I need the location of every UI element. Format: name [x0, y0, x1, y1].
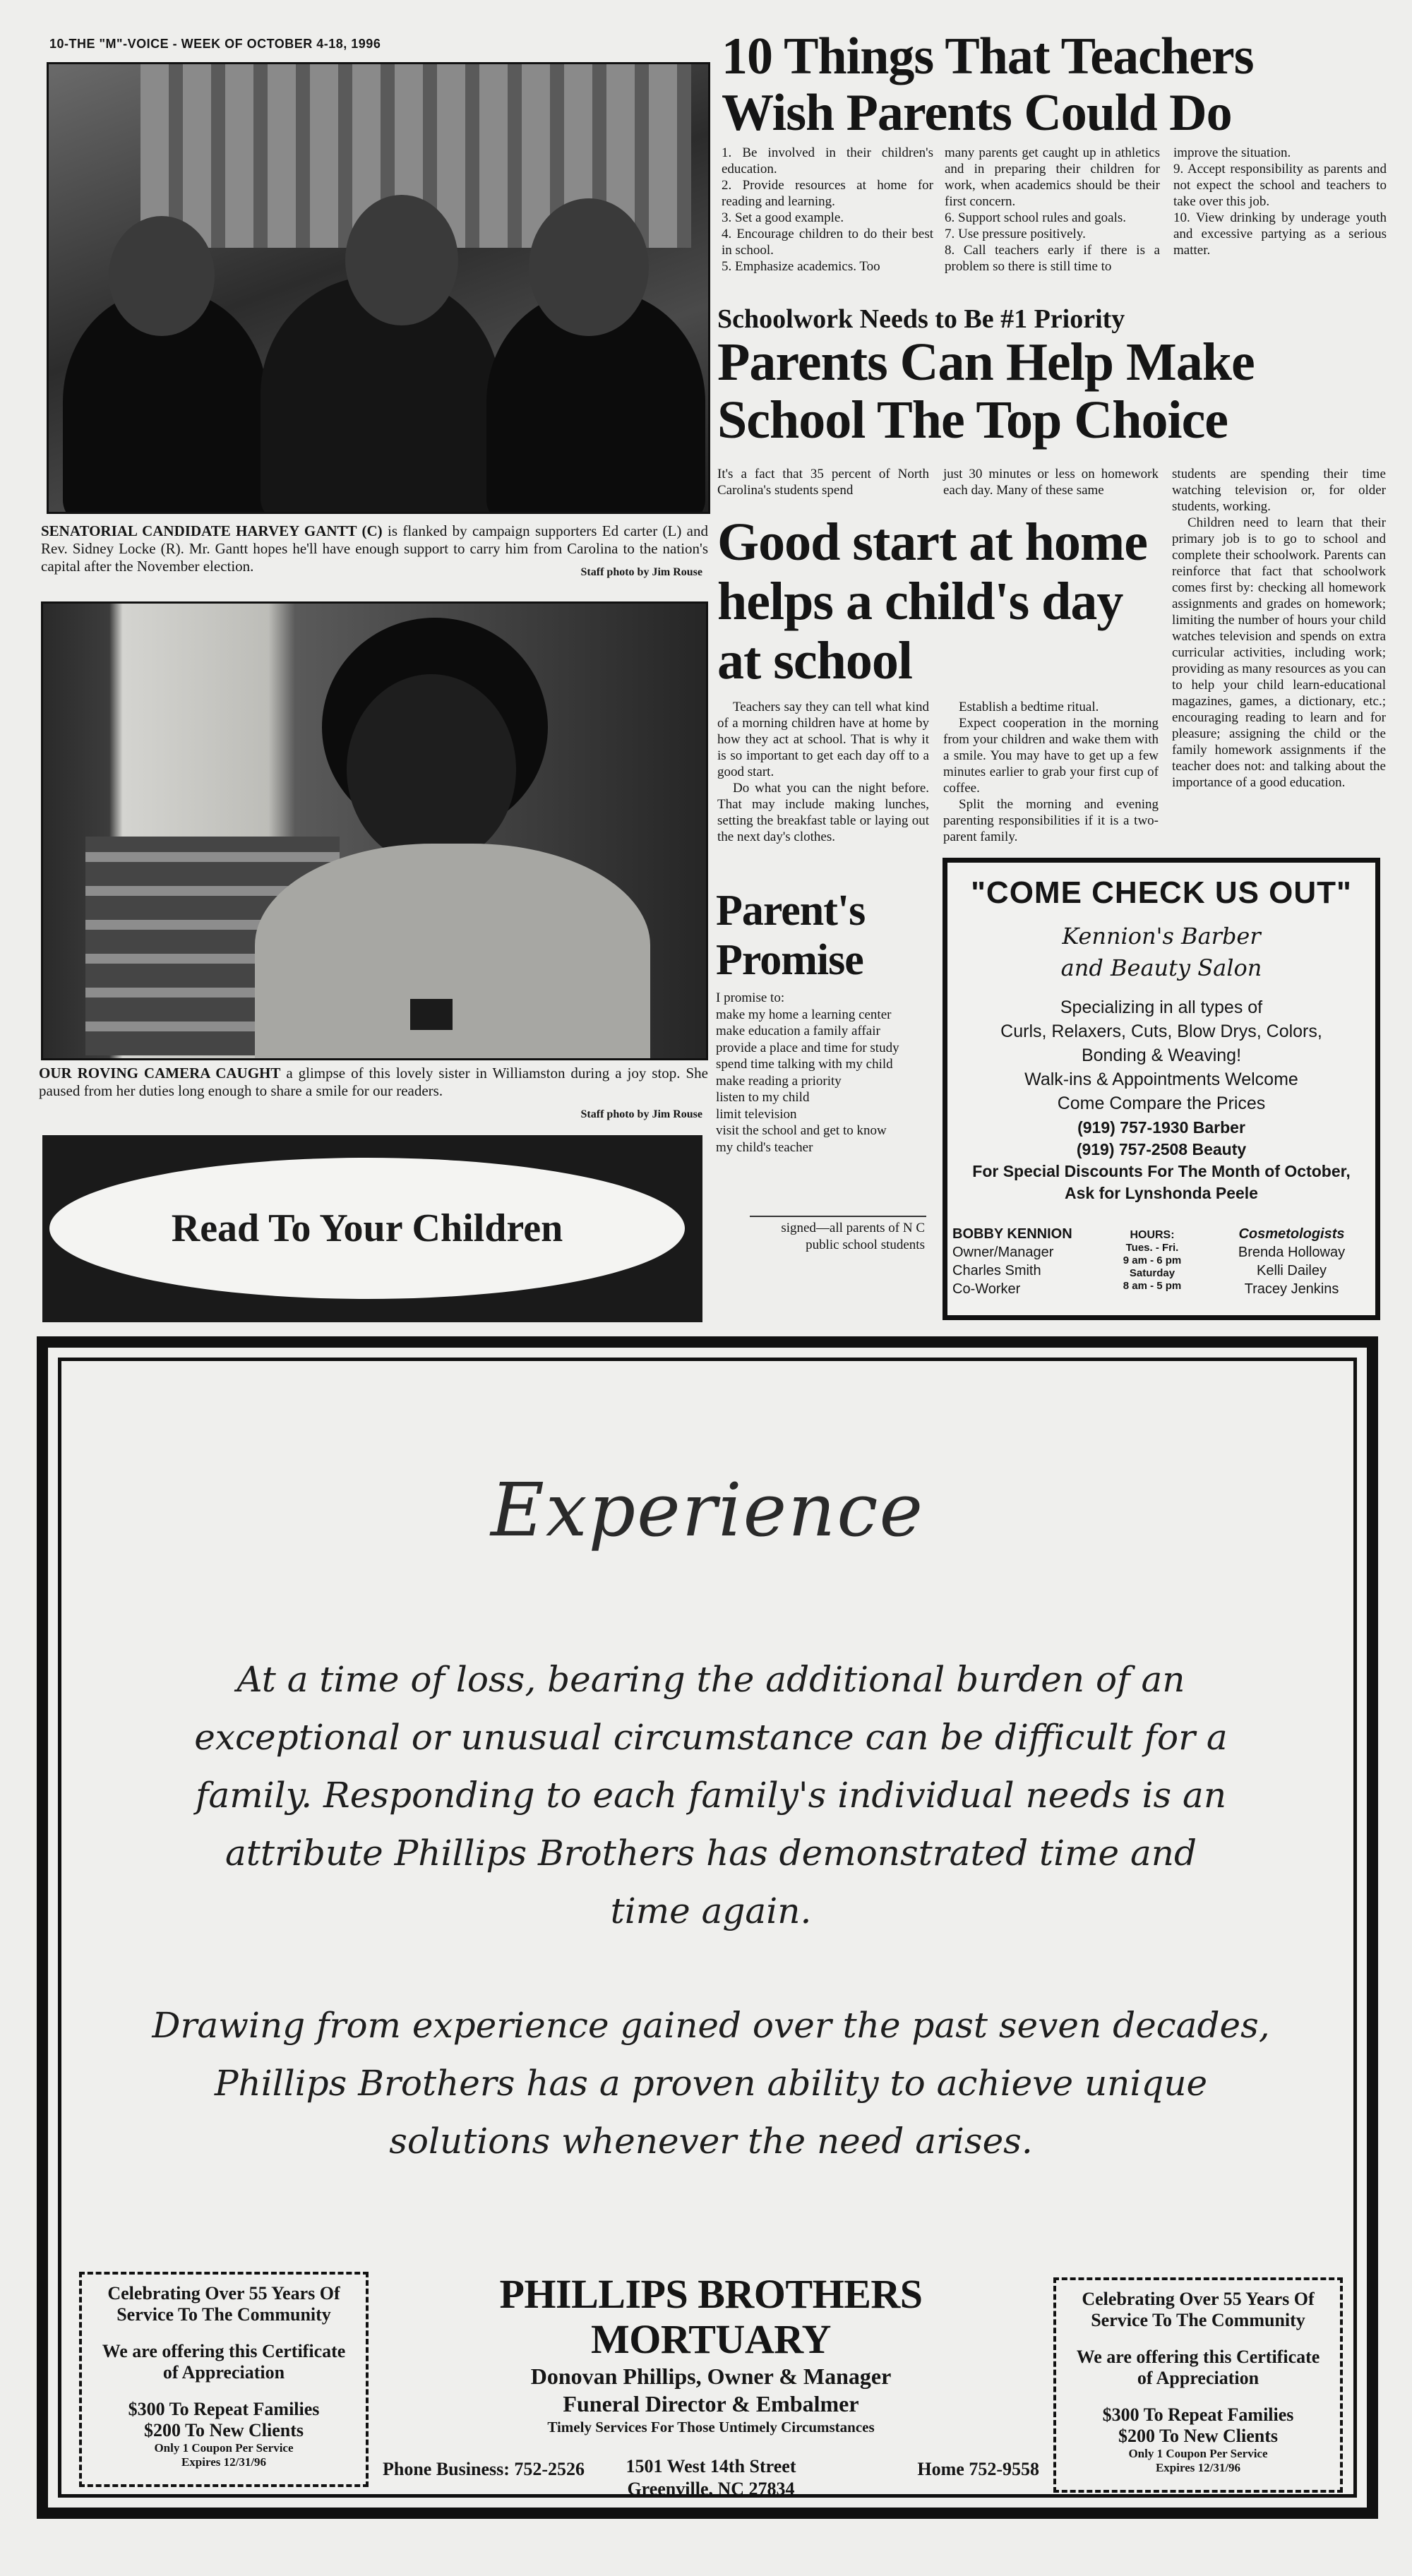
coupon-line: Service To The Community [1091, 2310, 1305, 2330]
mortuary-ad-outer [37, 1336, 1378, 2519]
salon-cosmo-name: Brenda Holloway [1238, 1245, 1346, 1260]
salon-services [947, 995, 1375, 1115]
salon-phone-beauty: (919) 757-2508 Beauty [1076, 1140, 1247, 1158]
salon-headline: "COME CHECK US OUT" [971, 875, 1352, 910]
salon-discount-line1: For Special Discounts For The Month of October, [972, 1162, 1351, 1180]
promise-list [716, 990, 949, 1156]
coupon-right[interactable] [1053, 2277, 1343, 2493]
good-start-para: Teachers say they can tell what kind of a morning children have at home by how they act at school. That is why it is so important to get each day off to a good start. [717, 700, 929, 779]
ten-things-item: improve the situation. [1173, 145, 1291, 160]
salon-cosmo-name: Tracey Jenkins [1244, 1281, 1339, 1297]
salon-service-line: Bonding & Weaving! [1081, 1046, 1242, 1065]
salon-hours-line: Tues. - Fri. [1125, 1242, 1179, 1254]
coupon-line: Service To The Community [116, 2304, 331, 2325]
salon-service-line: Specializing in all types of [1060, 998, 1263, 1017]
good-start-title-line2: helps a child's day [717, 572, 1123, 631]
person-right-head [529, 198, 649, 336]
coupon-line: Expires 12/31/96 [1155, 2461, 1241, 2474]
ten-things-item: 8. Call teachers early if there is a problem so there is still time to [945, 243, 1160, 274]
ten-things-item: 4. Encourage children to do their best in school. [722, 227, 933, 258]
promise-line: listen to my child [716, 1090, 810, 1105]
mortuary-tagline: Timely Services For Those Untimely Circumstances [547, 2419, 875, 2436]
good-start-title-line1: Good start at home [717, 513, 1147, 572]
mortuary-para1-line: exceptional or unusual circumstance can be difficult for a [194, 1717, 1228, 1758]
mortuary-para1-line: attribute Phillips Brothers has demonstrated time and [225, 1833, 1197, 1874]
ten-things-col3 [1173, 145, 1387, 258]
ten-things-item: 3. Set a good example. [722, 210, 844, 225]
photo2-credit: Staff photo by Jim Rouse [580, 1108, 702, 1120]
ten-things-item: many parents get caught up in athletics and in preparing their children for work, when academics should be their first concern. [945, 145, 1160, 209]
salon-hours [1103, 1229, 1202, 1293]
mortuary-phone-business: Phone Business: 752-2526 [383, 2459, 585, 2479]
photo2-caption [39, 1065, 708, 1100]
salon-name-line2: and Beauty Salon [1060, 954, 1262, 981]
salon-cosmo-title: Cosmetologists [1238, 1226, 1345, 1242]
ten-things-item: 5. Emphasize academics. Too [722, 259, 880, 274]
mortuary-ad-inner [58, 1358, 1357, 2498]
salon-hours-line: Saturday [1129, 1267, 1175, 1279]
mortuary-para2-line: Drawing from experience gained over the past seven decades, [152, 2005, 1270, 2046]
salon-hours-line: 8 am - 5 pm [1123, 1280, 1182, 1292]
promise-line: provide a place and time for study [716, 1040, 899, 1055]
good-start-para: Split the morning and evening parenting responsibilities if it is a two-parent family. [943, 797, 1159, 844]
schoolwork-kicker: Schoolwork Needs to Be #1 Priority [717, 304, 1125, 334]
salon-owner-block [952, 1225, 1101, 1298]
mortuary-name: PHILLIPS BROTHERS MORTUARY [499, 2271, 923, 2362]
page-folio: 10-THE "M"-VOICE - WEEK OF OCTOBER 4-18, 1996 [49, 37, 381, 51]
promise-signed [727, 1220, 925, 1254]
read-banner-text: Read To Your Children [171, 1206, 563, 1250]
photo1-credit: Staff photo by Jim Rouse [580, 566, 702, 578]
woman-button [410, 999, 453, 1030]
salon-phones [947, 1117, 1375, 1204]
person-left-head [109, 216, 215, 336]
mortuary-role: Funeral Director & Embalmer [563, 2391, 859, 2416]
schoolwork-title-line1: Parents Can Help Make [717, 333, 1255, 392]
mortuary-para2 [118, 1996, 1304, 2170]
promise-line: make my home a learning center [716, 1007, 892, 1022]
coupon-line: Only 1 Coupon Per Service [154, 2441, 294, 2455]
ten-things-item: 10. View drinking by underage youth and excessive partying as a serious matter. [1173, 210, 1387, 258]
photo1-caption-bold: SENATORIAL CANDIDATE HARVEY GANTT (C) [41, 522, 383, 539]
ten-things-title [722, 28, 1399, 141]
promise-signed-line1: signed—all parents of N C [781, 1221, 925, 1235]
woman-face [347, 674, 516, 865]
promise-signed-line2: public school students [806, 1238, 925, 1252]
mortuary-phone-home: Home 752-9558 [917, 2459, 1039, 2479]
mortuary-para1-line: family. Responding to each family's individual needs is an [195, 1775, 1227, 1816]
mortuary-para1 [118, 1651, 1304, 1940]
coupon-line: $300 To Repeat Families [1102, 2404, 1294, 2425]
promise-line: make reading a priority [716, 1073, 842, 1089]
salon-cosmo-block [1212, 1225, 1371, 1298]
promise-line: make education a family affair [716, 1024, 880, 1038]
photo2-caption-text: a glimpse of this lovely sister in Williamston during a joy stop. She paused from her duties long enough to share a smile for our readers. [39, 1065, 708, 1099]
read-banner [42, 1135, 702, 1322]
coupon-line: of Appreciation [1137, 2368, 1260, 2388]
ten-things-item: 7. Use pressure positively. [945, 227, 1086, 241]
good-start-title [717, 513, 1169, 690]
ten-things-title-line1: 10 Things That Teachers [722, 28, 1254, 85]
promise-line: visit the school and get to know [716, 1123, 887, 1138]
salon-phone-barber: (919) 757-1930 Barber [1077, 1118, 1245, 1137]
coupon-line: Celebrating Over 55 Years Of [107, 2283, 340, 2304]
schoolwork-col2: just 30 minutes or less on homework each day. Many of these same [943, 467, 1159, 498]
mortuary-address1: 1501 West 14th Street [626, 2456, 796, 2476]
promise-line: my child's teacher [716, 1139, 813, 1155]
mortuary-para1-line: At a time of loss, bearing the additional burden of an [237, 1659, 1185, 1700]
coupon-left[interactable] [79, 2272, 369, 2487]
coupon-line: We are offering this Certificate [1076, 2347, 1320, 2367]
promise-title-line2: Promise [716, 936, 863, 984]
promise-title [716, 886, 928, 985]
schoolwork-title-line2: School The Top Choice [717, 390, 1228, 450]
schoolwork-col3 [1172, 466, 1386, 791]
schoolwork-title [717, 333, 1402, 449]
good-start-col1 [717, 699, 929, 845]
schoolwork-para: students are spending their time watching television or, for older students, working. [1172, 467, 1386, 514]
salon-coworker-name: Charles Smith [952, 1263, 1041, 1278]
coupon-line: $300 To Repeat Families [128, 2399, 320, 2419]
coupon-line: of Appreciation [162, 2362, 285, 2383]
salon-ad [943, 858, 1380, 1320]
ten-things-item: 2. Provide resources at home for reading and learning. [722, 178, 933, 209]
schoolwork-para: Children need to learn that their primary job is to go to school and complete their schoolwork. Parents can reinforce that fact that schoolwork comes first by: checking all homework assignments and grades on homework; limiting the number of hours your child watches television and spends on extra curricular activities, including work; providing as many resources as you can to help your child learn-educational magazines, games, a dictionary, etc.; encouraging reading to learn and for pleasure; assigning the child or the family homework assignments if the teacher does not: and talking about the importance of a good education. [1172, 515, 1386, 790]
mortuary-owner: Donovan Phillips, Owner & Manager [530, 2364, 892, 2389]
person-center-head [345, 195, 458, 325]
promise-line: I promise to: [716, 990, 785, 1005]
mortuary-address2: Greenville, NC 27834 [627, 2479, 795, 2499]
woman-jacket [255, 844, 650, 1060]
salon-hours-title: HOURS: [1130, 1229, 1175, 1241]
promise-line: spend time talking with my child [716, 1057, 893, 1072]
mortuary-para2-line: Phillips Brothers has a proven ability to achieve unique [214, 2063, 1208, 2104]
good-start-para: Establish a bedtime ritual. [959, 700, 1099, 714]
coupon-line: $200 To New Clients [143, 2420, 304, 2440]
salon-name-line1: Kennion's Barber [1062, 923, 1261, 949]
coupon-line: Celebrating Over 55 Years Of [1082, 2289, 1315, 2309]
mortuary-info [383, 2271, 1039, 2499]
salon-service-line: Come Compare the Prices [1057, 1094, 1266, 1113]
good-start-para: Do what you can the night before. That may include making lunches, setting the breakfast table or laying out the next day's clothes. [717, 781, 929, 844]
ten-things-item: 9. Accept responsibility as parents and not expect the school and teachers to take over this job. [1173, 162, 1387, 209]
good-start-col2 [943, 699, 1159, 845]
photo1-caption-text: is flanked by campaign supporters Ed carter (L) and Rev. Sidney Locke (R). Mr. Gantt hopes he'll have enough support to carry him from Carolina to the nation's capital after the November election. [41, 522, 708, 575]
ten-things-col1 [722, 145, 933, 275]
mortuary-title: Experience [491, 1467, 924, 1553]
ten-things-item: 6. Support school rules and goals. [945, 210, 1127, 225]
good-start-para: Expect cooperation in the morning from your children and wake them with a smile. You may have to get up a few minutes earlier to grab your first cup of coffee. [943, 716, 1159, 796]
read-oval [49, 1158, 685, 1299]
coupon-line: Only 1 Coupon Per Service [1128, 2447, 1268, 2460]
promise-title-line1: Parent's [716, 887, 866, 935]
salon-discount-line2: Ask for Lynshonda Peele [1065, 1184, 1258, 1202]
good-start-title-line3: at school [717, 631, 912, 690]
salon-coworker-role: Co-Worker [952, 1281, 1021, 1297]
coupon-line: Expires 12/31/96 [181, 2455, 267, 2469]
ten-things-item: 1. Be involved in their children's education. [722, 145, 933, 176]
photo-gantt [47, 62, 710, 514]
salon-service-line: Walk-ins & Appointments Welcome [1024, 1070, 1298, 1089]
ten-things-title-line2: Wish Parents Could Do [722, 84, 1232, 142]
ten-things-col2 [945, 145, 1160, 275]
salon-service-line: Curls, Relaxers, Cuts, Blow Drys, Colors, [1000, 1022, 1322, 1041]
salon-owner-name: BOBBY KENNION [952, 1226, 1072, 1242]
photo-roving-camera [41, 601, 708, 1060]
photo2-caption-bold: OUR ROVING CAMERA CAUGHT [39, 1065, 281, 1082]
coupon-line: $200 To New Clients [1118, 2426, 1279, 2446]
schoolwork-col1: It's a fact that 35 percent of North Carolina's students spend [717, 467, 929, 498]
mortuary-para1-line: time again. [610, 1891, 812, 1931]
mortuary-para2-line: solutions whenever the need arises. [389, 2121, 1033, 2162]
salon-cosmo-name: Kelli Dailey [1257, 1263, 1327, 1278]
salon-hours-line: 9 am - 6 pm [1123, 1254, 1182, 1266]
salon-owner-role: Owner/Manager [952, 1245, 1054, 1260]
coupon-line: We are offering this Certificate [102, 2341, 346, 2361]
promise-rule [750, 1216, 926, 1217]
promise-line: limit television [716, 1106, 797, 1122]
